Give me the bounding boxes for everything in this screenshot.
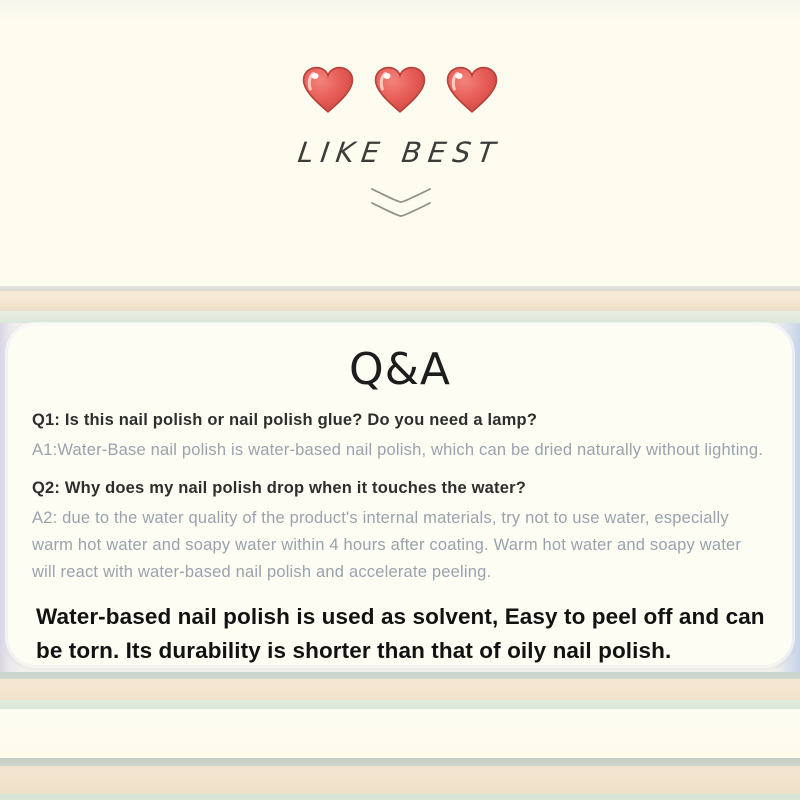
card-zone — [0, 323, 800, 672]
answer-1: A1:Water-Base nail polish is water-based nail polish, which can be dried naturally without lighting. — [32, 440, 764, 459]
question-1: Q1: Is this nail polish or nail polish glue? Do you need a lamp? — [32, 410, 538, 429]
heart-icon — [302, 60, 354, 120]
footer-gray-stripe-2 — [0, 758, 800, 766]
footer-beige-stripe-2 — [0, 766, 800, 794]
header-section — [0, 0, 800, 286]
footer-green-stripe — [0, 700, 800, 709]
hearts-row — [0, 60, 800, 120]
qa-title: Q&A — [348, 344, 452, 395]
footer-green-stripe-2 — [0, 794, 800, 800]
answer-2: A2: due to the water quality of the product's internal materials, try not to use water, especially warm hot water and soapy water within 4 hours after coating. Warm hot water and soapy water will react with water-based nail polish and accelerate peeling. — [32, 508, 742, 581]
divider-green-stripe — [0, 311, 800, 323]
heart-icon — [374, 60, 426, 120]
question-2: Q2: Why does my nail polish drop when it touches the water? — [32, 478, 527, 497]
qa-card — [8, 325, 792, 665]
heart-icon — [446, 60, 498, 120]
divider-beige-stripe — [0, 291, 800, 311]
footer-beige-stripe — [0, 679, 800, 700]
summary-note: Water-based nail polish is used as solvent, Easy to peel off and can be torn. Its durability is shorter than that of oily nail polish. — [36, 603, 765, 663]
footer-cream-stripe — [0, 709, 800, 758]
footer-bands — [0, 672, 800, 800]
footer-gray-stripe — [0, 672, 800, 679]
chevron-down-icon — [370, 186, 432, 222]
tagline-text: LIKE BEST — [295, 136, 505, 169]
divider-band — [0, 286, 800, 323]
